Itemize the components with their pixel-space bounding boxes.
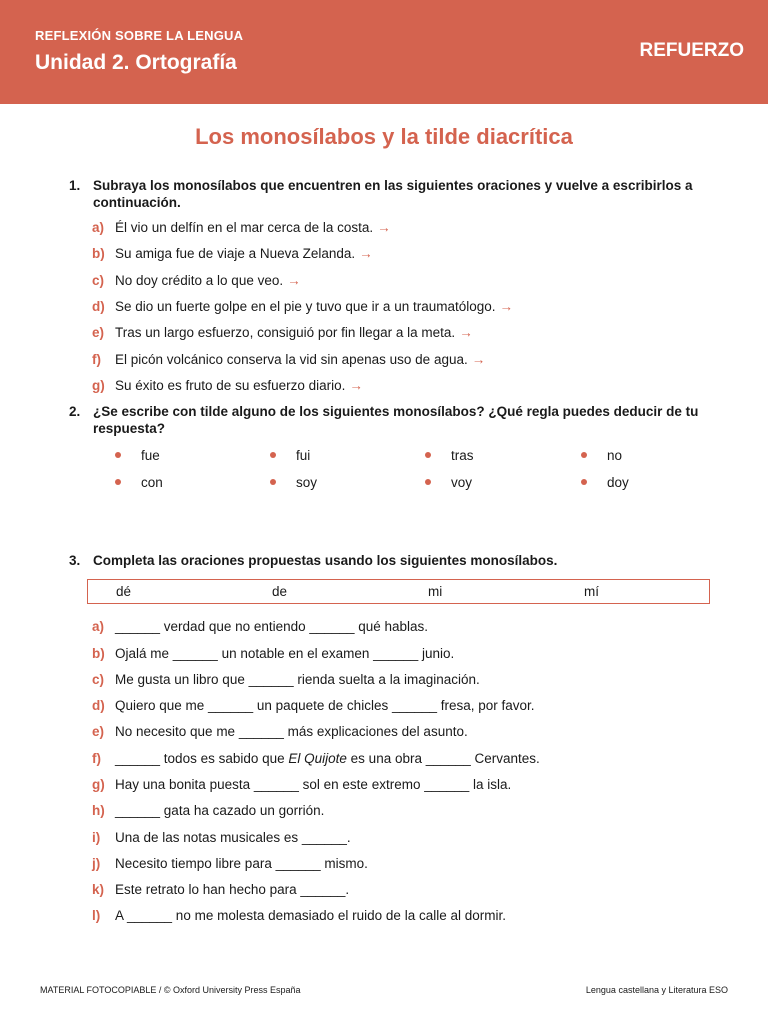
bullet-icon bbox=[115, 479, 121, 485]
item-letter: j) bbox=[92, 856, 101, 871]
item-letter: g) bbox=[92, 777, 105, 792]
bullet-icon bbox=[270, 479, 276, 485]
arrow-right-icon: → bbox=[349, 378, 363, 393]
item-text: Una de las notas musicales es ______. bbox=[115, 830, 351, 845]
word-text: con bbox=[141, 475, 163, 490]
item-text: Se dio un fuerte golpe en el pie y tuvo que ir a un traumatólogo. bbox=[115, 299, 496, 314]
bullet-icon bbox=[425, 479, 431, 485]
arrow-right-icon: → bbox=[459, 325, 473, 340]
q1-item-a bbox=[92, 219, 391, 236]
item-text: Él vio un delfín en el mar cerca de la costa. bbox=[115, 220, 374, 235]
item-letter: f) bbox=[92, 352, 101, 367]
question-number: 3. bbox=[69, 553, 81, 568]
arrow-right-icon: → bbox=[359, 246, 373, 261]
word-bullet bbox=[270, 474, 317, 491]
item-letter: b) bbox=[92, 246, 105, 261]
q3-item-c bbox=[92, 671, 480, 688]
q3-item-f bbox=[92, 750, 540, 767]
arrow-right-icon: → bbox=[287, 273, 301, 288]
item-letter: a) bbox=[92, 220, 105, 235]
q3-item-h bbox=[92, 802, 324, 819]
box-word: de bbox=[272, 584, 288, 599]
q3-item-e bbox=[92, 723, 468, 740]
word-text: fui bbox=[296, 448, 311, 463]
item-letter: h) bbox=[92, 803, 105, 818]
item-text: Ojalá me ______ un notable en el examen ______ junio. bbox=[115, 646, 455, 661]
question-text: ¿Se escribe con tilde alguno de los siguientes monosílabos? ¿Qué regla puedes deducir de tu respuesta? bbox=[93, 404, 699, 436]
bullet-icon bbox=[115, 452, 121, 458]
bullet-icon bbox=[581, 479, 587, 485]
item-letter: g) bbox=[92, 378, 105, 393]
item-text: Su éxito es fruto de su esfuerzo diario. bbox=[115, 378, 346, 393]
item-text: Su amiga fue de viaje a Nueva Zelanda. bbox=[115, 246, 356, 261]
item-text: ______ verdad que no entiendo ______ qué hablas. bbox=[115, 619, 429, 634]
q1-item-g bbox=[92, 377, 363, 394]
q3-item-k bbox=[92, 881, 349, 898]
item-letter: c) bbox=[92, 273, 105, 288]
book-title: El Quijote bbox=[288, 751, 347, 766]
item-text: Me gusta un libro que ______ rienda suelta a la imaginación. bbox=[115, 672, 480, 687]
arrow-right-icon: → bbox=[377, 220, 391, 235]
bullet-icon bbox=[270, 452, 276, 458]
item-text-start: ______ todos es sabido que bbox=[115, 751, 289, 766]
q3-item-i bbox=[92, 829, 351, 846]
word-text: fue bbox=[141, 448, 160, 463]
arrow-right-icon: → bbox=[499, 299, 514, 314]
item-letter: l) bbox=[92, 908, 101, 923]
question-text: Subraya los monosílabos que encuentren en las siguientes oraciones y vuelve a escribirlos a continuación. bbox=[93, 178, 693, 210]
page-header bbox=[0, 0, 768, 104]
q3-item-a bbox=[92, 618, 428, 635]
item-letter: f) bbox=[92, 751, 101, 766]
item-text: No doy crédito a lo que veo. bbox=[115, 273, 284, 288]
q1-item-e bbox=[92, 324, 473, 341]
item-letter: d) bbox=[92, 698, 105, 713]
footer-subject: Lengua castellana y Literatura ESO bbox=[585, 985, 728, 995]
item-text: Quiero que me ______ un paquete de chicles ______ fresa, por favor. bbox=[115, 698, 535, 713]
word-bullet bbox=[425, 447, 474, 464]
word-box bbox=[87, 579, 710, 604]
box-word: mi bbox=[428, 584, 443, 599]
q1-item-b bbox=[92, 245, 373, 262]
bullet-icon bbox=[581, 452, 587, 458]
question-text: Completa las oraciones propuestas usando los siguientes monosílabos. bbox=[93, 553, 558, 568]
q3-item-b bbox=[92, 645, 454, 662]
q3-item-j bbox=[92, 855, 368, 872]
word-text: soy bbox=[296, 475, 318, 490]
unit-title: Unidad 2. Ortografía bbox=[35, 51, 237, 74]
q1-item-f bbox=[92, 351, 485, 368]
item-text: No necesito que me ______ más explicaciones del asunto. bbox=[115, 724, 468, 739]
page-title: Los monosílabos y la tilde diacrítica bbox=[195, 124, 573, 149]
q1-item-c bbox=[92, 272, 301, 289]
item-text: A ______ no me molesta demasiado el ruido de la calle al dormir. bbox=[115, 908, 506, 923]
word-bullet bbox=[270, 447, 310, 464]
question-number: 1. bbox=[69, 178, 81, 193]
word-text: tras bbox=[451, 448, 474, 463]
box-word: dé bbox=[116, 584, 132, 599]
item-text: Hay una bonita puesta ______ sol en este extremo ______ la isla. bbox=[115, 777, 512, 792]
item-letter: a) bbox=[92, 619, 105, 634]
item-letter: c) bbox=[92, 672, 105, 687]
word-bullet bbox=[115, 474, 163, 491]
item-letter: k) bbox=[92, 882, 105, 897]
word-bullet bbox=[581, 447, 622, 464]
q3-item-g bbox=[92, 776, 511, 793]
item-text: El picón volcánico conserva la vid sin apenas uso de agua. bbox=[115, 352, 468, 367]
word-text: no bbox=[607, 448, 623, 463]
item-text: ______ gata ha cazado un gorrión. bbox=[115, 803, 325, 818]
word-bullet bbox=[115, 447, 160, 464]
word-text: doy bbox=[607, 475, 629, 490]
box-word: mí bbox=[584, 584, 599, 599]
item-letter: b) bbox=[92, 646, 105, 661]
item-letter: e) bbox=[92, 325, 105, 340]
item-text-end: es una obra ______ Cervantes. bbox=[346, 751, 540, 766]
footer-copyright: MATERIAL FOTOCOPIABLE / © Oxford University Press España bbox=[40, 985, 301, 995]
q3-item-l bbox=[92, 907, 506, 924]
section-label: REFLEXIÓN SOBRE LA LENGUA bbox=[35, 28, 244, 43]
bullet-icon bbox=[425, 452, 431, 458]
level-label: REFUERZO bbox=[639, 40, 744, 61]
question-number: 2. bbox=[69, 404, 81, 419]
word-bullet bbox=[425, 474, 472, 491]
item-letter: i) bbox=[92, 830, 101, 845]
word-bullet bbox=[581, 474, 629, 491]
item-letter: d) bbox=[92, 299, 105, 314]
arrow-right-icon: → bbox=[471, 352, 486, 367]
word-text: voy bbox=[451, 475, 473, 490]
item-text: Tras un largo esfuerzo, consiguió por fin llegar a la meta. bbox=[115, 325, 456, 340]
q1-item-d bbox=[92, 298, 513, 315]
item-text: Este retrato lo han hecho para ______. bbox=[115, 882, 350, 897]
item-letter: e) bbox=[92, 724, 105, 739]
q3-item-d bbox=[92, 697, 535, 714]
item-text: Necesito tiempo libre para ______ mismo. bbox=[115, 856, 368, 871]
